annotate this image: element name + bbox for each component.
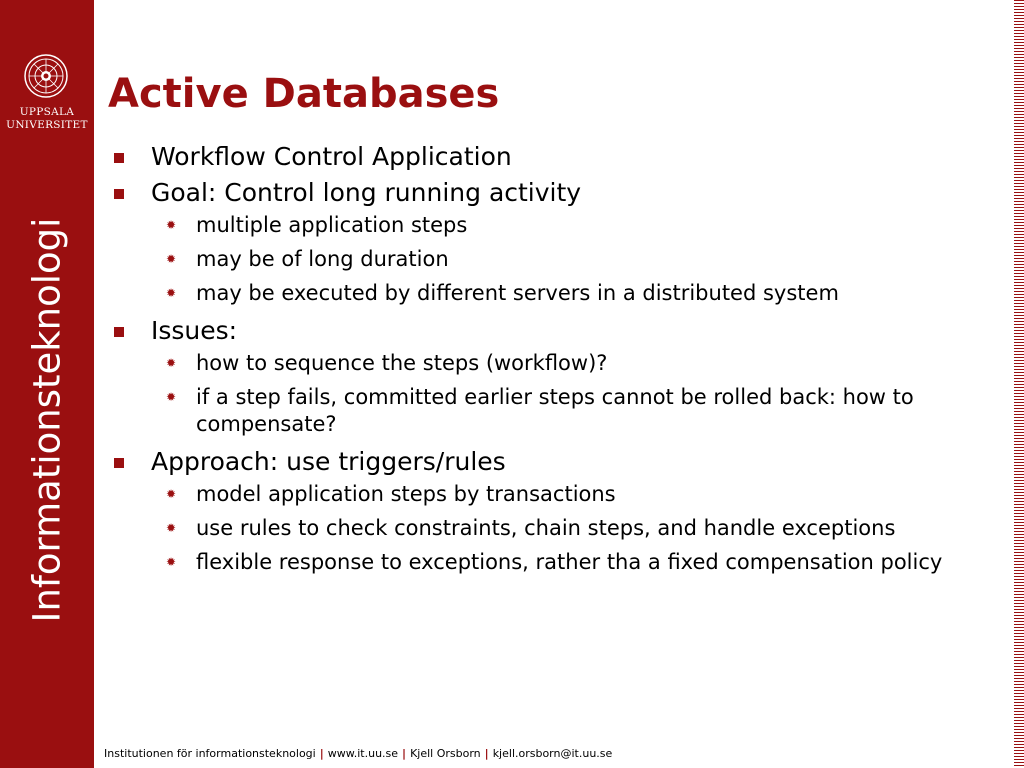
university-seal-icon bbox=[24, 54, 68, 98]
university-name-line1: UPPSALA bbox=[19, 106, 75, 118]
star-bullet-icon: ✹ bbox=[166, 286, 177, 300]
sub-bullet-item bbox=[114, 212, 1004, 239]
star-bullet-icon: ✹ bbox=[166, 252, 177, 266]
sub-bullet-item bbox=[114, 549, 1004, 576]
decorative-stripe bbox=[1014, 0, 1024, 768]
footer-email: kjell.orsborn@it.uu.se bbox=[492, 747, 613, 760]
footer-author: Kjell Orsborn bbox=[410, 747, 481, 760]
bullet-text: model application steps by transactions bbox=[196, 482, 616, 506]
footer bbox=[104, 747, 612, 760]
sidebar bbox=[0, 0, 94, 768]
star-bullet-icon: ✹ bbox=[166, 390, 177, 404]
bullet-text: Workflow Control Application bbox=[151, 142, 512, 171]
bullet-text: multiple application steps bbox=[196, 213, 468, 237]
bullet-text: Goal: Control long running activity bbox=[151, 178, 582, 207]
bullet-text: how to sequence the steps (workflow)? bbox=[196, 351, 608, 375]
star-bullet-icon: ✹ bbox=[166, 356, 177, 370]
slide-title: Active Databases bbox=[108, 71, 500, 117]
sub-bullet-item bbox=[114, 481, 1004, 508]
bullet-item bbox=[114, 445, 1004, 478]
sub-bullet-item bbox=[114, 246, 1004, 273]
square-bullet-icon bbox=[114, 153, 124, 163]
bullet-text: may be executed by different servers in a distributed system bbox=[196, 281, 839, 305]
footer-separator: | bbox=[484, 747, 489, 760]
footer-institution: Institutionen för informationsteknologi bbox=[104, 747, 316, 760]
sub-bullet-item bbox=[114, 384, 1004, 438]
sub-bullet-item bbox=[114, 350, 1004, 377]
bullet-text: Issues: bbox=[151, 316, 238, 345]
bullet-item bbox=[114, 314, 1004, 347]
footer-separator: | bbox=[402, 747, 407, 760]
footer-separator: | bbox=[319, 747, 324, 760]
square-bullet-icon bbox=[114, 327, 124, 337]
square-bullet-icon bbox=[114, 189, 124, 199]
footer-website: www.it.uu.se bbox=[327, 747, 399, 760]
bullet-text: may be of long duration bbox=[196, 247, 449, 271]
bullet-text: flexible response to exceptions, rather tha a fixed compensation policy bbox=[196, 550, 943, 574]
university-name bbox=[0, 106, 94, 132]
sub-bullet-item bbox=[114, 280, 1004, 307]
bullet-text: if a step fails, committed earlier steps cannot be rolled back: how to compensate? bbox=[196, 385, 914, 436]
bullet-list bbox=[114, 140, 1004, 583]
star-bullet-icon: ✹ bbox=[166, 218, 177, 232]
bullet-text: use rules to check constraints, chain steps, and handle exceptions bbox=[196, 516, 896, 540]
star-bullet-icon: ✹ bbox=[166, 521, 177, 535]
university-name-line2: UNIVERSITET bbox=[6, 119, 88, 131]
square-bullet-icon bbox=[114, 458, 124, 468]
star-bullet-icon: ✹ bbox=[166, 555, 177, 569]
star-bullet-icon: ✹ bbox=[166, 487, 177, 501]
department-vertical-title: Informationsteknologi bbox=[25, 217, 69, 623]
bullet-text: Approach: use triggers/rules bbox=[151, 447, 506, 476]
sub-bullet-item bbox=[114, 515, 1004, 542]
bullet-item bbox=[114, 176, 1004, 209]
bullet-item bbox=[114, 140, 1004, 173]
